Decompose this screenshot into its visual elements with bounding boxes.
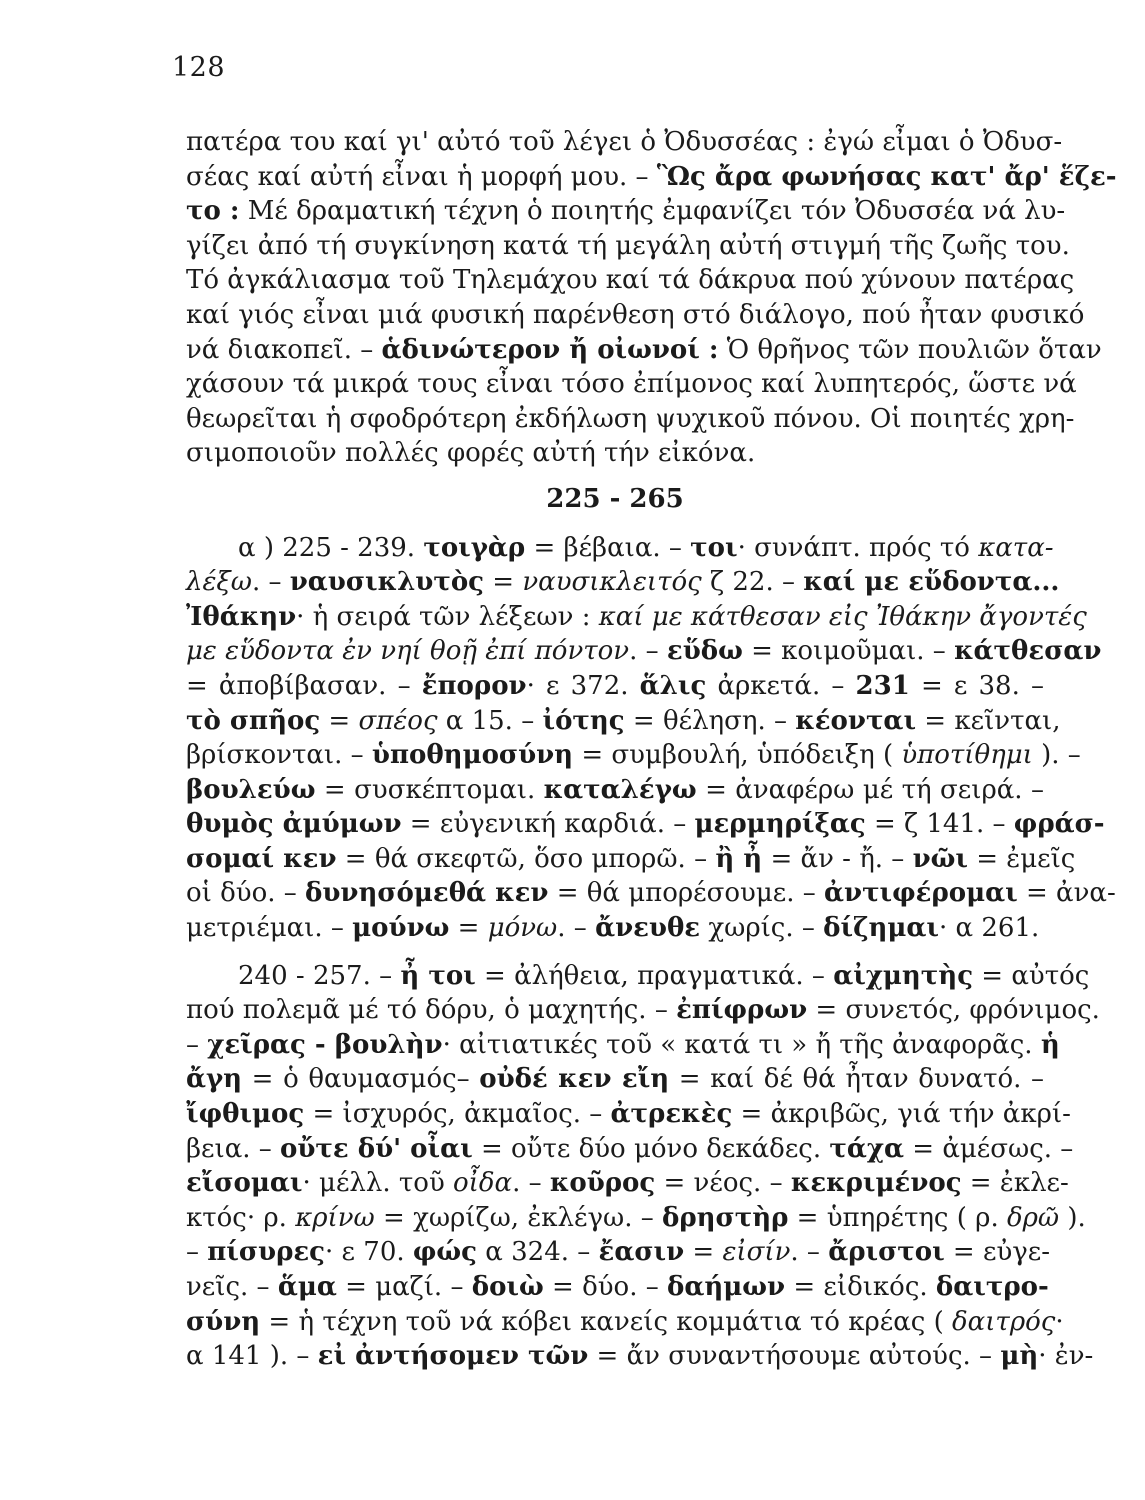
text-line <box>186 1201 1086 1236</box>
text-line <box>186 565 1060 600</box>
text-line <box>186 959 1090 994</box>
bold-term: δαιτρο- <box>935 1272 1049 1302</box>
bold-term: μὴ <box>1000 1341 1039 1372</box>
text-segment: = συνετός, φρόνιμος. <box>807 995 1100 1026</box>
bold-term: κεκριμένος <box>790 1168 962 1199</box>
text-segment: βρίσκονται. – <box>186 740 372 771</box>
text-line <box>186 993 1100 1028</box>
bold-term: δαήμων <box>667 1272 786 1302</box>
text-segment: = εὐγε- <box>944 1237 1051 1268</box>
bold-term: χεῖρας - βουλὴν <box>207 1029 443 1060</box>
text-line <box>186 773 1044 808</box>
text-segment: . – <box>790 1237 829 1268</box>
text-segment: σιμοποιοῦν πολλές φορές αὐτή τήν εἰκόνα. <box>186 438 756 469</box>
bold-term: μερμηρίξας <box>694 809 866 840</box>
text-segment: = ἄν - ἤ. – <box>762 843 913 874</box>
bold-term: ὑποθημοσύνη <box>371 740 574 771</box>
text-segment: = ἀκριβῶς, γιά τήν ἀκρί- <box>732 1099 1071 1130</box>
italic-term: λέξω <box>186 567 252 598</box>
page-number: 128 <box>172 52 226 83</box>
italic-term: με εὕδοντα ἐν νηί θοῇ ἐπί πόντον <box>186 636 630 667</box>
text-segment: κτός· ρ. <box>186 1202 296 1233</box>
text-line <box>186 531 1054 566</box>
paragraph-intro <box>186 125 1117 471</box>
text-segment: πού πολεμᾶ μέ τό δόρυ, ὁ μαχητής. – <box>186 995 677 1026</box>
text-segment: = δύο. – <box>543 1272 667 1302</box>
paragraph-b <box>186 959 1100 1374</box>
bold-term: τάχα <box>829 1133 904 1164</box>
text-segment: · μέλλ. τοῦ <box>302 1168 454 1199</box>
bold-term: κάτθεσαν <box>954 636 1102 667</box>
text-segment: = ἀνα- <box>1017 878 1116 909</box>
text-segment: βεια. – <box>186 1133 281 1164</box>
text-segment: = <box>684 1237 723 1268</box>
text-segment: πατέρα του καί γι' αὐτό τοῦ λέγει ὁ Ὀδυσσέας : ἐγώ εἶμαι ὁ Ὀδυσ- <box>186 127 1063 157</box>
text-segment: Τό ἀγκάλιασμα τοῦ Τηλεμάχου καί τά δάκρυα πού χύνουν πατέρας <box>186 265 1075 296</box>
text-segment: ζ 22. – <box>701 567 804 598</box>
italic-term: εἰσίν <box>722 1237 791 1268</box>
bold-term: ἄριστοι <box>828 1237 945 1268</box>
text-segment: · ε 70. <box>325 1237 413 1268</box>
text-segment: – <box>186 1029 208 1060</box>
text-segment: Μέ δραματική τέχνη ὁ ποιητής ἐμφανίζει τόν Ὀδυσσέα νά λυ- <box>239 196 1066 227</box>
bold-term: ἢ ἦ <box>715 843 763 874</box>
bold-term: ἀτρεκὲς <box>610 1099 733 1130</box>
bold-term: φράσ- <box>1013 809 1105 840</box>
text-line <box>186 1339 1094 1374</box>
text-segment: μετριέμαι. – <box>186 913 353 944</box>
italic-term: μόνω <box>487 913 558 944</box>
main-text <box>186 125 1117 1374</box>
text-segment: = θά μπορέσουμε. – <box>548 878 825 909</box>
text-line <box>186 194 1066 229</box>
text-segment: = θέληση. – <box>624 705 796 736</box>
text-segment: · ἡ σειρά τῶν λέξεων : <box>296 601 599 632</box>
bold-term: εἴσομαι <box>186 1168 303 1199</box>
italic-term: κατα- <box>978 532 1054 563</box>
bold-term: ἰότης <box>542 705 625 736</box>
bold-term: μούνω <box>352 913 450 944</box>
bold-term: ἡ <box>1040 1029 1060 1060</box>
text-segment: · <box>1055 1306 1064 1337</box>
bold-term: ἅλις <box>639 670 707 701</box>
bold-term: δοιὼ <box>471 1272 544 1302</box>
bold-term: κοῦρος <box>549 1168 656 1199</box>
text-segment: = θά σκεφτῶ, ὅσο μπορῶ. – <box>336 843 716 874</box>
text-line <box>186 842 1076 877</box>
italic-term: κρίνω <box>295 1202 375 1233</box>
text-segment: = ἰσχυρός, ἀκμαῖος. – <box>304 1099 611 1130</box>
text-segment: α ) 225 - 239. <box>238 532 424 563</box>
text-line <box>186 634 1102 669</box>
bold-term: ἅμα <box>277 1272 337 1302</box>
text-line <box>186 738 1081 773</box>
text-segment: γίζει ἀπό τή συγκίνηση κατά τή μεγάλη αὐτή στιγμή τῆς ζωῆς του. <box>186 230 1070 261</box>
bold-term: σομαί κεν <box>186 843 337 874</box>
text-segment: χωρίς. – <box>700 913 824 944</box>
bold-term: βουλεύω <box>186 774 316 805</box>
text-segment: ἀρκετά. – <box>706 670 856 701</box>
text-segment: = συμβουλή, ὑπόδειξη ( <box>573 740 902 771</box>
text-line <box>186 333 1102 368</box>
text-segment: = κεῖνται, <box>916 705 1061 736</box>
bold-term: ναυσικλυτὸς <box>289 567 485 598</box>
bold-term: καί με εὕδοντα... <box>803 567 1060 598</box>
text-line <box>186 436 1044 471</box>
bold-term: πίσυρες <box>207 1237 326 1268</box>
text-segment: οἱ δύο. – <box>186 878 306 909</box>
bold-term: 231 <box>855 670 910 701</box>
text-segment: χάσουν τά μικρά τους εἶναι τόσο ἐπίμονος καί λυπητερός, ὥστε νά <box>186 369 1077 400</box>
bold-term: δρηστὴρ <box>662 1202 789 1233</box>
section-title: 225 - 265 <box>546 483 684 514</box>
text-segment: = ὑπηρέτης ( ρ. <box>788 1202 1007 1233</box>
bold-term: ἔπορον <box>421 670 527 701</box>
italic-term: καί με κάτθεσαν εἰς Ἰθάκην ἄγοντές <box>598 601 1087 632</box>
bold-term: τὸ σπῆος <box>186 705 321 736</box>
text-segment: νεῖς. – <box>186 1272 278 1302</box>
text-segment: · συνάπτ. πρός τό <box>737 532 979 563</box>
text-segment: = αὐτός <box>973 960 1090 991</box>
text-segment: = ἀμέσως. – <box>904 1133 1074 1164</box>
paragraph-gap <box>186 946 1044 959</box>
paragraph-a <box>186 531 1116 946</box>
text-line <box>186 704 1061 739</box>
text-segment: = ἄν συναντήσουμε αὐτούς. – <box>588 1341 1001 1372</box>
text-segment: = βέβαια. – <box>525 532 691 563</box>
text-line <box>186 669 1044 704</box>
bold-term: τοιγὰρ <box>423 532 526 563</box>
text-segment: . – <box>512 1168 550 1199</box>
text-line <box>186 807 1105 842</box>
text-segment: . – <box>557 913 596 944</box>
text-segment: α 15. – <box>437 705 543 736</box>
text-line <box>186 1062 1044 1097</box>
text-line <box>186 402 1075 437</box>
italic-term: ὑποτίθημι <box>901 740 1033 771</box>
text-segment: = μαζί. – <box>336 1272 472 1302</box>
italic-term: ναυσικλειτός <box>522 567 702 598</box>
text-segment: = νέος. – <box>655 1168 791 1199</box>
text-segment: σέας καί αὐτή εἶναι ἡ μορφή μου. – <box>186 161 657 192</box>
bold-term: οὐδέ κεν εἴη <box>479 1064 670 1095</box>
bold-term: φώς <box>412 1237 478 1268</box>
italic-term: οἶδα <box>453 1168 513 1199</box>
text-segment: = <box>320 705 359 736</box>
text-segment: = εἰδικός. <box>785 1272 936 1302</box>
bold-term: νῶι <box>912 843 968 874</box>
text-line <box>186 263 1075 298</box>
bold-term: δυνησόμεθά κεν <box>305 878 549 909</box>
bold-term: τοι <box>690 532 738 563</box>
bold-term: καταλέγω <box>543 774 697 805</box>
bold-term: ἁδινώτερον ἤ οἰωνοί : <box>381 334 719 365</box>
italic-term: σπέος <box>358 705 438 736</box>
bold-term: κέονται <box>795 705 917 736</box>
text-line <box>186 367 1077 402</box>
bold-term: σύνη <box>186 1306 261 1337</box>
text-segment: καί γιός εἶναι μιά φυσική παρένθεση στό διάλογο, πού ἦταν φυσικό <box>186 299 1085 330</box>
text-segment: = <box>484 567 523 598</box>
italic-term: δαιτρός <box>952 1306 1056 1337</box>
text-line <box>186 1305 1064 1340</box>
text-segment: α 141 ). – <box>186 1341 318 1372</box>
text-segment: = καί δέ θά ἦταν δυνατό. – <box>669 1064 1044 1095</box>
text-line <box>186 911 1044 946</box>
text-segment: = οὔτε δύο μόνο δεκάδες. <box>472 1133 830 1164</box>
text-line <box>186 1235 1051 1270</box>
text-segment: 240 - 257. – <box>238 960 401 991</box>
text-segment: Ὁ θρῆνος τῶν πουλιῶν ὅταν <box>718 334 1102 365</box>
text-segment: = ὁ θαυμασμός– <box>242 1064 480 1095</box>
text-segment: = ἀναφέρω μέ τή σειρά. – <box>696 774 1045 805</box>
text-line <box>186 1028 1060 1063</box>
text-line <box>186 125 1063 160</box>
text-segment: ). <box>1059 1202 1086 1233</box>
text-segment: · ε 372. <box>526 670 640 701</box>
bold-term: ἄνευθε <box>595 913 701 944</box>
text-line <box>186 1166 1069 1201</box>
bold-term: ἐπίφρων <box>676 995 808 1026</box>
bold-term: οὔτε δύ' οἶαι <box>280 1133 473 1164</box>
text-line <box>186 160 1117 195</box>
text-line <box>186 1270 1049 1305</box>
text-segment: θεωρεῖται ἡ σφοδρότερη ἐκδήλωση ψυχικοῦ πόνου. Οἱ ποιητές χρη- <box>186 403 1075 434</box>
text-segment: α 324. – <box>477 1237 599 1268</box>
bold-term: αἰχμητὴς <box>833 960 974 991</box>
text-segment: = ἀποβίβασαν. – <box>186 670 422 701</box>
text-line <box>186 1097 1071 1132</box>
text-segment: = ἀλήθεια, πραγματικά. – <box>475 960 834 991</box>
bold-term: θυμὸς ἀμύμων <box>186 809 402 840</box>
text-segment: = συσκέπτομαι. <box>315 774 544 805</box>
text-segment: νά διακοπεῖ. – <box>186 334 382 365</box>
text-line <box>186 876 1116 911</box>
text-segment: = κοιμοῦμαι. – <box>742 636 955 667</box>
bold-term: ἄγη <box>186 1064 243 1095</box>
text-segment: ). – <box>1032 740 1081 771</box>
bold-term: ἀντιφέρομαι <box>824 878 1018 909</box>
text-segment: · αἰτιατικές τοῦ « κατά τι » ἤ τῆς ἀναφορᾶς. <box>442 1029 1041 1060</box>
text-line <box>186 298 1085 333</box>
bold-term: το : <box>186 196 240 227</box>
text-segment: = ἐμεῖς <box>967 843 1076 874</box>
text-segment: = ἐκλε- <box>961 1168 1069 1199</box>
text-line <box>186 600 1087 635</box>
bold-term: ἦ τοι <box>400 960 476 991</box>
bold-term: ἔασιν <box>598 1237 685 1268</box>
bold-term: δίζημαι <box>823 913 940 944</box>
italic-term: δρῶ <box>1006 1202 1060 1233</box>
text-segment: . – <box>629 636 667 667</box>
bold-term: Ὣς ἄρα φωνήσας κατ' ἄρ' ἕζε- <box>656 161 1117 192</box>
text-segment: = ε 38. – <box>909 670 1045 701</box>
bold-term: εὕδω <box>666 636 743 667</box>
text-segment: = εὐγενική καρδιά. – <box>401 809 695 840</box>
text-line <box>186 229 1070 264</box>
bold-term: ἴφθιμος <box>186 1099 305 1130</box>
text-segment: = χωρίζω, ἐκλέγω. – <box>374 1202 663 1233</box>
text-segment: · ἐν- <box>1038 1341 1094 1372</box>
text-segment: . – <box>251 567 290 598</box>
text-segment: = ζ 141. – <box>865 809 1014 840</box>
text-segment: = ἡ τέχνη τοῦ νά κόβει κανείς κομμάτια τό κρέας ( <box>260 1306 953 1337</box>
bold-term: εἰ ἀντήσομεν τῶν <box>317 1341 589 1372</box>
bold-term: Ἰθάκην <box>186 601 297 632</box>
text-segment: = <box>449 913 488 944</box>
text-segment: · α 261. <box>939 913 1040 944</box>
text-segment: – <box>186 1237 208 1268</box>
text-line <box>186 1132 1074 1167</box>
